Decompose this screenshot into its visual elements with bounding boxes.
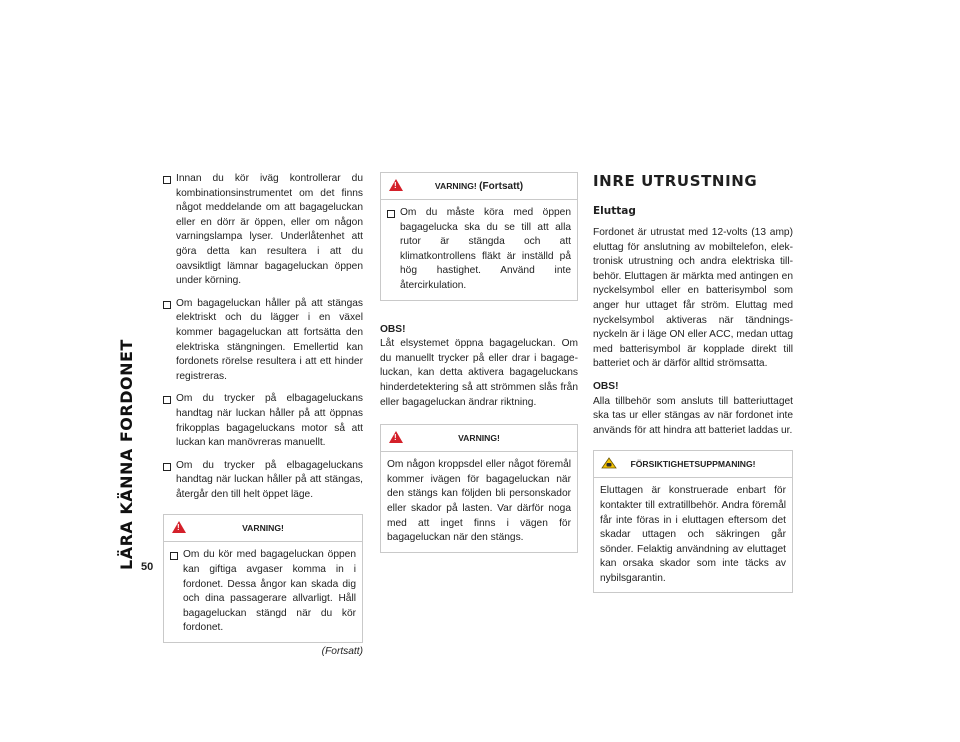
list-item: Om bagageluckan håller på att stängas elektriskt och du lägger i en växel kommer bagageluckan att fortsätta den elektriska stängningen. Emellertid kan fordonets rörelse resultera i att ett hinder registreras. — [163, 297, 363, 385]
subsection-heading: Eluttag — [593, 205, 636, 217]
warning-subtitle: (Fortsatt) — [479, 181, 524, 192]
warning-box — [380, 424, 578, 553]
continued-label: (Fortsatt) — [321, 646, 363, 658]
checkbox-bullet-icon — [163, 301, 171, 309]
list-item: Om du trycker på elbagageluckans handtag när luckan håller på att öppnas frikopplas bagageluckans motor så att luckan kan manövreras manuellt. — [163, 392, 363, 450]
page-number: 50 — [141, 561, 154, 573]
obs-note — [380, 323, 578, 411]
warning-title: VARNING! — [458, 433, 500, 444]
warning-title: VARNING! — [434, 181, 477, 191]
column-middle — [380, 172, 578, 553]
list-item: Innan du kör iväg kontrollerar du kombinationsinstrumentet om det finns något meddelande om att bagageluckan eller en dörr är öppen, eller om någon varningslampa lyser. Underlåtenhet att göra detta kan resultera i att du oavsiktligt lämnar bagageluckan öppen under körning. — [163, 172, 363, 289]
obs-note — [593, 380, 793, 438]
column-right — [593, 172, 793, 593]
warning-box-continued — [380, 172, 578, 301]
obs-text: Alla tillbehör som ansluts till batteriuttaget ska tas ur eller stängas av när fordonet inte används för att hindra att batteriet laddas ur. — [593, 395, 793, 436]
paragraph: Fordonet är utrustat med 12-volts (13 amp) eluttag för anslutning av mobiltelefon, elektronisk utrustning och andra elektriska tillbehör. Eluttagen är märkta med antingen en nyckelsymbol eller en batterisymbol som anger hur uttaget får ström. Eluttag med nyckelsymbol aktiveras när tändningsnyckeln är i läge ON eller ACC, medan uttag med batterisymbol är kopplade direkt till batteriet och är därför alltid strömsatta. — [593, 227, 793, 370]
list-item: Om du måste köra med öppen bagagelucka ska du se till att alla rutor är stängda och att klimatkontrollens fläkt är inställd på hög hastighet. Använd inte återcirkulation. — [387, 206, 571, 294]
checkbox-bullet-icon — [170, 552, 178, 560]
column-left — [163, 172, 363, 660]
checkbox-bullet-icon — [163, 463, 171, 471]
checkbox-bullet-icon — [163, 396, 171, 404]
section-heading: INRE UTRUSTNING — [593, 172, 758, 190]
warning-triangle-icon — [389, 431, 403, 443]
warning-header — [381, 173, 577, 200]
warning-header — [164, 515, 362, 542]
list-item: Om du kör med bagageluckan öppen kan giftiga avgaser komma in i fordonet. Dessa ångor kan skada dig och dina passagerare allvarligt. Håll bagageluckan stängd när du kör fordonet. — [170, 548, 356, 636]
warning-box — [163, 514, 363, 643]
caution-box — [593, 450, 793, 593]
caution-header — [594, 451, 792, 478]
obs-label: OBS! — [593, 380, 619, 392]
checkbox-bullet-icon — [387, 210, 395, 218]
obs-text: Låt elsystemet öppna bagageluckan. Om du manuellt trycker på eller drar i bagageluckan, kan detta aktivera bagageluckans hinderdetektering så att strömmen slås från eller bagageluckan ändrar riktning. — [380, 338, 578, 408]
obs-label: OBS! — [380, 323, 406, 335]
warning-title: VARNING! — [242, 523, 284, 534]
caution-text: Eluttagen är konstruerade enbart för kontakter till extratillbehör. Andra föremål får inte föras in i eluttagen eftersom det skadar uttagen och säkringen går sönder. Felaktig användning av eluttaget kan orsaka skador som inte täcks av nybilsgarantin. — [600, 485, 786, 584]
warning-triangle-icon — [172, 521, 186, 533]
caution-title: FÖRSIKTIGHETSUPPMANING! — [630, 459, 756, 470]
warning-text: Om någon kroppsdel eller något föremål kommer ivägen för bagageluckan när den stängs kan följden bli personskador eller skador på lasten. Var därför noga med att inget finns i vägen för bagageluckan när den stängs. — [387, 459, 571, 544]
chapter-side-tab — [117, 170, 154, 570]
chapter-title: LÄRA KÄNNA FORDONET — [117, 339, 136, 570]
checkbox-bullet-icon — [163, 176, 171, 184]
caution-hand-icon — [601, 457, 617, 469]
warning-header — [381, 425, 577, 452]
list-item: Om du trycker på elbagageluckans handtag när luckan håller på att stängas, återgår den till helt öppet läge. — [163, 459, 363, 503]
warning-triangle-icon — [389, 179, 403, 191]
